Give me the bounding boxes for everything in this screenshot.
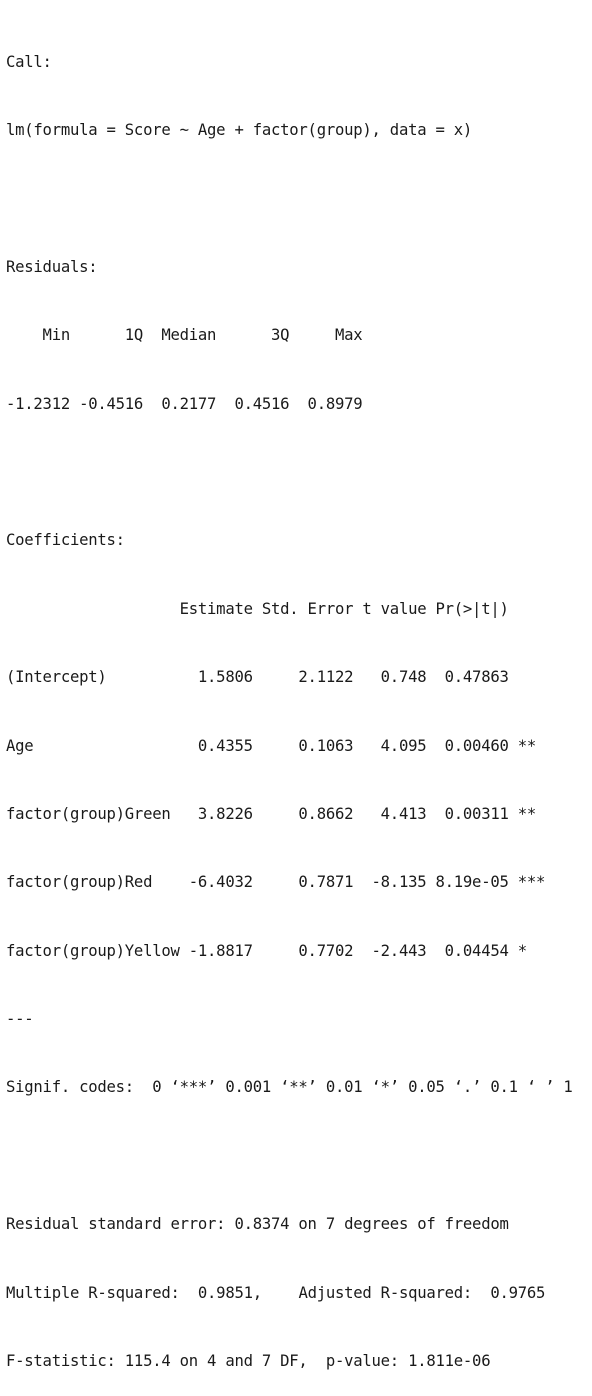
coefficients-heading: Coefficients: [6,531,125,550]
separator-line: --- [6,1010,34,1029]
blank-line [6,1145,590,1168]
residuals-heading: Residuals: [6,257,98,276]
coefficient-row-yellow: factor(group)Yellow -1.8817 0.7702 -2.443 0.04454 * [6,941,546,960]
coefficient-row-age: Age 0.4355 0.1063 4.095 0.00460 ** [6,736,546,755]
coefficient-row-green: factor(group)Green 3.8226 0.8662 4.413 0.00311 ** [6,804,546,823]
blank-line [6,187,590,210]
blank-line [6,461,590,484]
residuals-header-row: Min 1Q Median 3Q Max [6,326,372,345]
residual-standard-error-line: Residual standard error: 0.8374 on 7 degrees of freedom [6,1215,509,1234]
coefficients-header-row: Estimate Std. Error t value Pr(>|t|) [6,599,546,618]
coefficient-row-red: factor(group)Red -6.4032 0.7871 -8.135 8.19e-05 *** [6,873,546,892]
coefficient-row-intercept: (Intercept) 1.5806 2.1122 0.748 0.47863 [6,668,546,687]
f-statistic-line: F-statistic: 115.4 on 4 and 7 DF, p-value: 1.811e-06 [6,1352,491,1371]
r-console-output [6,5,590,1396]
r-squared-line: Multiple R-squared: 0.9851, Adjusted R-squared: 0.9765 [6,1283,555,1302]
call-formula: lm(formula = Score ~ Age + factor(group), data = x) [6,120,473,139]
residuals-values-row: -1.2312 -0.4516 0.2177 0.4516 0.8979 [6,394,372,413]
call-heading: Call: [6,52,52,71]
signif-codes-line: Signif. codes: 0 ‘***’ 0.001 ‘**’ 0.01 ‘*’ 0.05 ‘.’ 0.1 ‘ ’ 1 [6,1078,573,1097]
